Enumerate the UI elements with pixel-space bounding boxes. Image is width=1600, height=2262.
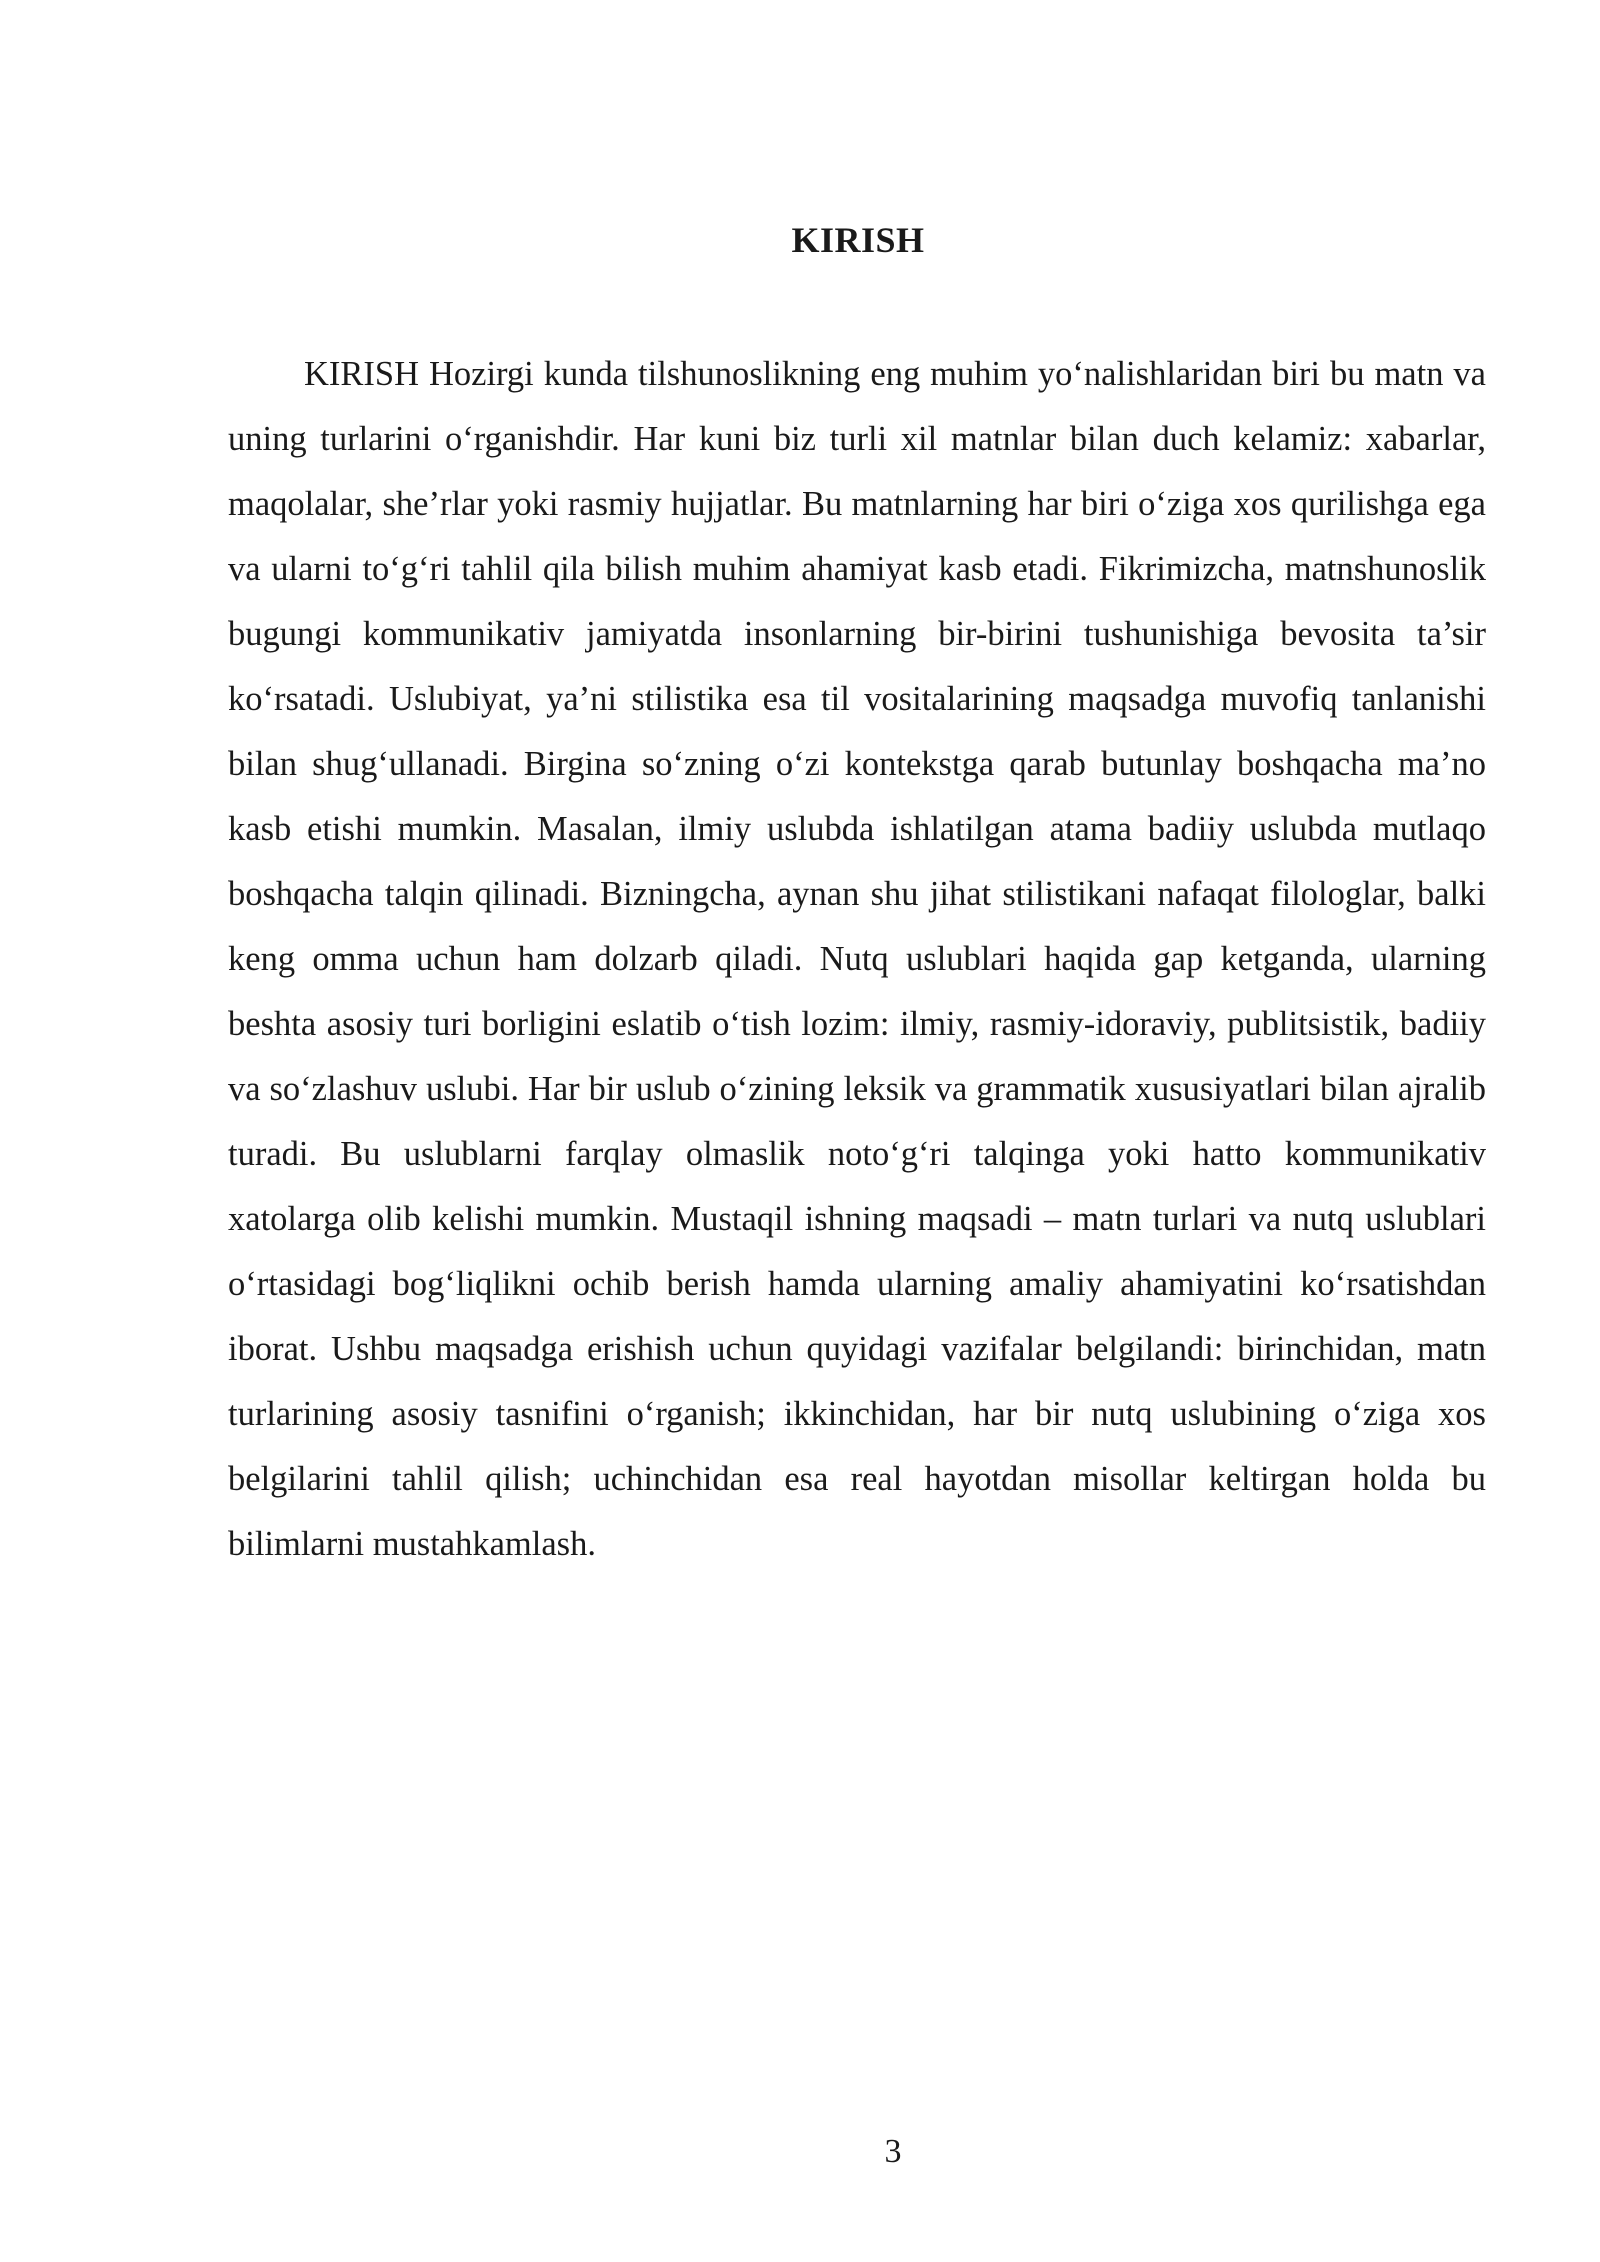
section-heading-container — [228, 215, 1488, 265]
body-paragraph: KIRISH Hozirgi kunda tilshunoslikning eng muhim yo‘nalishlaridan biri bu matn va uning turlarini o‘rganishdir. Har kuni biz turli xil matnlar bilan duch kelamiz: xabarlar, maqolalar, she’rlar yoki rasmiy hujjatlar. Bu matnlarning har biri o‘ziga xos qurilishga ega va ularni to‘g‘ri tahlil qila bilish muhim ahamiyat kasb etadi. Fikrimizcha, matnshunoslik bugungi kommunikativ jamiyatda insonlarning bir-birini tushunishiga bevosita ta’sir ko‘rsatadi. Uslubiyat, ya’ni stilistika esa til vositalarining maqsadga muvofiq tanlanishi bilan shug‘ullanadi. Birgina so‘zning o‘zi kontekstga qarab butunlay boshqacha ma’no kasb etishi mumkin. Masalan, ilmiy uslubda ishlatilgan atama badiiy uslubda mutlaqo boshqacha talqin qilinadi. Bizningcha, aynan shu jihat stilistikani nafaqat filologlar, balki keng omma uchun ham dolzarb qiladi. Nutq uslublari haqida gap ketganda, ularning beshta asosiy turi borligini eslatib o‘tish lozim: ilmiy, rasmiy-idoraviy, publitsistik, badiiy va so‘zlashuv uslubi. Har bir uslub o‘zining leksik va grammatik xususiyatlari bilan ajralib turadi. Bu uslublarni farqlay olmaslik noto‘g‘ri talqinga yoki hatto kommunikativ xatolarga olib kelishi mumkin. Mustaqil ishning maqsadi – matn turlari va nutq uslublari o‘rtasidagi bog‘liqlikni ochib berish hamda ularning amaliy ahamiyatini ko‘rsatishdan iborat. Ushbu maqsadga erishish uchun quyidagi vazifalar belgilandi: birinchidan, matn turlarining asosiy tasnifini o‘rganish; ikkinchidan, har bir nutq uslubining o‘ziga xos belgilarini tahlil qilish; uchinchidan esa real hayotdan misollar keltirgan holda bu bilimlarni mustahkamlash. — [228, 355, 1486, 1563]
page-number: 3 — [884, 2133, 902, 2170]
section-heading: KIRISH — [791, 220, 925, 260]
